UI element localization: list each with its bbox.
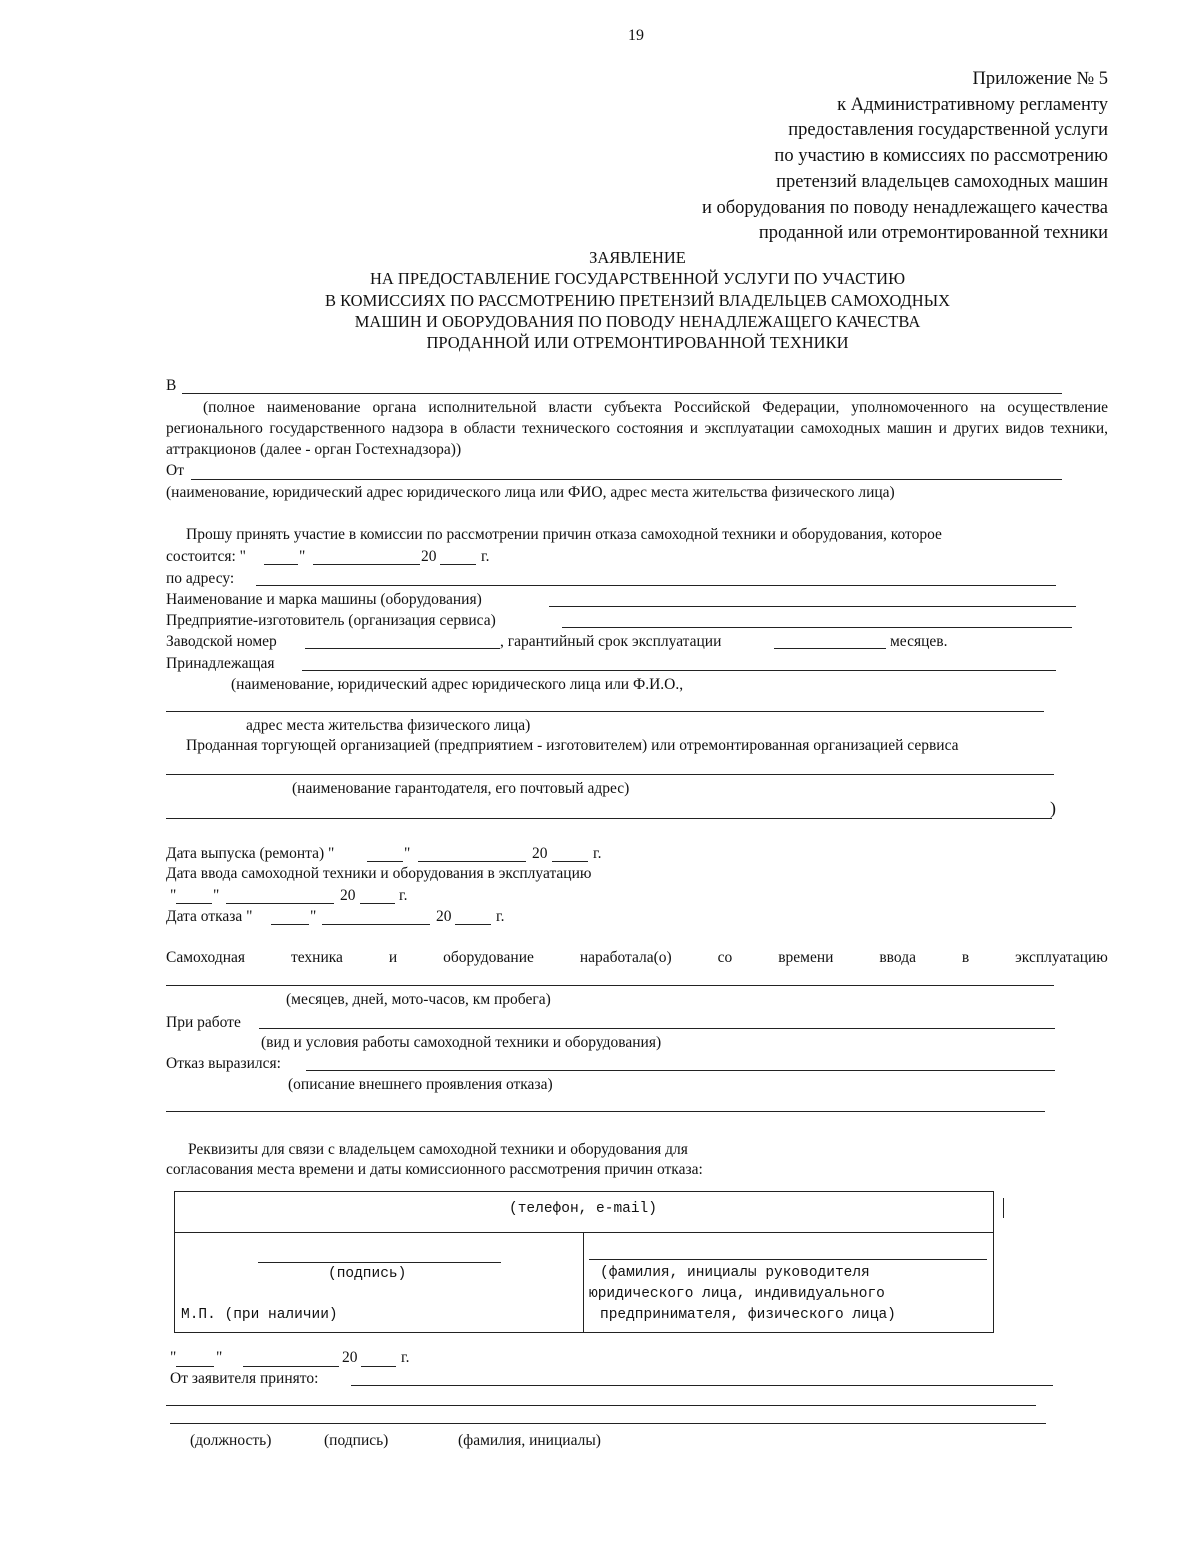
guarantor-hint: (наименование гарантодателя, его почтовый адрес) xyxy=(292,780,630,797)
release-day-field[interactable] xyxy=(367,861,403,862)
manufacturer-label: Предприятие-изготовитель (организация сервиса) xyxy=(166,612,496,629)
owner-hint-1: (наименование, юридический адрес юридического лица или Ф.И.О., xyxy=(231,676,684,693)
quote-close: " xyxy=(213,887,220,904)
commission-label: Дата ввода самоходной техники и оборудования в эксплуатацию xyxy=(166,865,592,882)
accept-day-field[interactable] xyxy=(176,1366,214,1367)
acceptance-signature-hint: (подпись) xyxy=(324,1432,389,1449)
appendix-line: Приложение № 5 xyxy=(972,69,1108,89)
date-prefix: состоится: " xyxy=(166,548,246,565)
title-line: НА ПРЕДОСТАВЛЕНИЕ ГОСУДАРСТВЕННОЙ УСЛУГИ ПО УЧАСТИЮ xyxy=(369,269,906,288)
release-label: Дата выпуска (ремонта) " xyxy=(166,845,335,862)
failure-desc-hint: (описание внешнего проявления отказа) xyxy=(288,1076,553,1093)
worked-word: Самоходная xyxy=(166,949,246,966)
year-suffix: г. xyxy=(593,845,602,862)
name-hint-line: предпринимателя, физического лица) xyxy=(600,1307,896,1323)
sold-text: Проданная торгующей организацией (предприятием - изготовителем) или отремонтированная организацией сервиса xyxy=(186,737,959,754)
worked-word: оборудование xyxy=(443,949,534,966)
year-suffix: г. xyxy=(496,908,505,925)
margin-mark xyxy=(1003,1198,1004,1218)
address-field[interactable] xyxy=(256,585,1056,586)
guarantor-field-2[interactable] xyxy=(166,818,1052,819)
owner-field-2[interactable] xyxy=(166,711,1044,712)
release-year-field[interactable] xyxy=(552,861,588,862)
contacts-line-2: согласования места времени и даты комиссионного рассмотрения причин отказа: xyxy=(166,1161,703,1178)
received-field-2[interactable] xyxy=(166,1405,1036,1406)
months-label: месяцев. xyxy=(890,633,948,650)
owner-field[interactable] xyxy=(302,670,1056,671)
to-field[interactable] xyxy=(182,393,1062,394)
from-label: От xyxy=(166,462,184,479)
accept-year-suffix: г. xyxy=(401,1349,410,1366)
signature-hint: (подпись) xyxy=(328,1266,407,1282)
warranty-label: , гарантийный срок эксплуатации xyxy=(500,633,722,650)
worked-word: и xyxy=(388,949,398,966)
accept-year-field[interactable] xyxy=(361,1366,396,1367)
failure-desc-field-2[interactable] xyxy=(166,1111,1045,1112)
page-number: 19 xyxy=(628,27,644,44)
serial-field[interactable] xyxy=(305,648,500,649)
year-suffix: г. xyxy=(399,887,408,904)
commission-day-field[interactable] xyxy=(176,903,212,904)
owner-label: Принадлежащая xyxy=(166,655,275,672)
release-month-field[interactable] xyxy=(418,861,526,862)
manufacturer-field[interactable] xyxy=(562,627,1072,628)
year-field[interactable] xyxy=(440,564,476,565)
commission-month-field[interactable] xyxy=(226,903,334,904)
operation-label: При работе xyxy=(166,1014,241,1031)
worked-word: эксплуатацию xyxy=(1015,949,1108,966)
title-line: МАШИН И ОБОРУДОВАНИЯ ПО ПОВОДУ НЕНАДЛЕЖАЩЕГО КАЧЕСТВА xyxy=(354,312,921,331)
received-field[interactable] xyxy=(351,1385,1053,1386)
from-field[interactable] xyxy=(191,479,1062,480)
failure-desc-label: Отказ выразился: xyxy=(166,1055,281,1072)
quote-close: " xyxy=(216,1349,223,1366)
failure-month-field[interactable] xyxy=(322,924,430,925)
worked-hint: (месяцев, дней, мото-часов, км пробега) xyxy=(286,991,551,1008)
warranty-field[interactable] xyxy=(774,648,886,649)
appendix-line: к Административному регламенту xyxy=(837,95,1108,115)
quote-open: " xyxy=(170,887,177,904)
machine-label: Наименование и марка машины (оборудования) xyxy=(166,591,482,608)
title-line: ЗАЯВЛЕНИЕ xyxy=(589,248,686,267)
title-line: В КОМИССИЯХ ПО РАССМОТРЕНИЮ ПРЕТЕНЗИЙ ВЛАДЕЛЬЦЕВ САМОХОДНЫХ xyxy=(324,291,951,310)
worked-field[interactable] xyxy=(166,985,1054,986)
quote-open: " xyxy=(170,1349,177,1366)
table-col-divider xyxy=(583,1233,584,1332)
worked-word: ввода xyxy=(879,949,916,966)
name-hint xyxy=(589,1263,896,1326)
year-prefix: 20 xyxy=(340,887,356,904)
operation-hint: (вид и условия работы самоходной техники и оборудования) xyxy=(261,1034,662,1051)
serial-label: Заводской номер xyxy=(166,633,277,650)
received-label: От заявителя принято: xyxy=(170,1370,319,1387)
request-text: Прошу принять участие в комиссии по рассмотрении причин отказа самоходной техники и оборудования, которое xyxy=(186,526,942,543)
acceptance-name-hint: (фамилия, инициалы) xyxy=(458,1432,601,1449)
quote-close: " xyxy=(404,845,411,862)
received-field-3[interactable] xyxy=(170,1423,1046,1424)
accept-month-field[interactable] xyxy=(243,1366,339,1367)
worked-word: наработала(о) xyxy=(579,949,672,966)
owner-hint-2: адрес места жительства физического лица) xyxy=(246,717,531,734)
signature-line[interactable] xyxy=(258,1262,501,1263)
year-prefix: 20 xyxy=(436,908,452,925)
guarantor-field[interactable] xyxy=(166,774,1054,775)
contacts-line-1: Реквизиты для связи с владельцем самоходной техники и оборудования для xyxy=(188,1141,688,1158)
close-paren: ) xyxy=(1050,798,1056,818)
contact-cell[interactable]: (телефон, e-mail) xyxy=(509,1201,657,1217)
worked-word: времени xyxy=(778,949,834,966)
failure-label: Дата отказа " xyxy=(166,908,253,925)
accept-year-prefix: 20 xyxy=(342,1349,358,1366)
failure-day-field[interactable] xyxy=(271,924,309,925)
appendix-line: проданной или отремонтированной техники xyxy=(758,223,1108,243)
appendix-line: претензий владельцев самоходных машин xyxy=(776,172,1108,192)
failure-year-field[interactable] xyxy=(455,924,491,925)
machine-field[interactable] xyxy=(549,606,1076,607)
to-hint: (полное наименование органа исполнительной власти субъекта Российской Федерации, уполномоченного на осуществление регионального государственного надзора в области технического состояния и эксплуатации самоходных машин и других видов техники, аттракционов (далее - орган Гостехнадзора)) xyxy=(166,399,1108,458)
year-prefix: 20 xyxy=(532,845,548,862)
quote-close: " xyxy=(310,908,317,925)
position-hint: (должность) xyxy=(190,1432,272,1449)
failure-desc-field[interactable] xyxy=(306,1070,1055,1071)
appendix-line: и оборудования по поводу ненадлежащего качества xyxy=(701,198,1108,218)
name-hint-line: (фамилия, инициалы руководителя xyxy=(600,1265,870,1281)
appendix-line: по участию в комиссиях по рассмотрению xyxy=(774,146,1108,166)
quote-close: " xyxy=(299,548,306,565)
worked-word: техника xyxy=(290,949,343,966)
from-hint: (наименование, юридический адрес юридического лица или ФИО, адрес места жительства физического лица) xyxy=(166,484,895,501)
month-field[interactable] xyxy=(313,564,420,565)
worked-word: со xyxy=(717,949,733,966)
year-suffix: г. xyxy=(481,548,490,565)
address-label: по адресу: xyxy=(166,570,235,587)
year-prefix: 20 xyxy=(421,548,437,565)
appendix-line: предоставления государственной услуги xyxy=(788,120,1108,140)
title-line: ПРОДАННОЙ ИЛИ ОТРЕМОНТИРОВАННОЙ ТЕХНИКИ xyxy=(426,333,849,352)
commission-year-field[interactable] xyxy=(360,903,395,904)
stamp-hint: М.П. (при наличии) xyxy=(181,1307,338,1323)
name-hint-line: юридического лица, индивидуального xyxy=(589,1286,885,1302)
operation-field[interactable] xyxy=(259,1028,1055,1029)
name-line[interactable] xyxy=(589,1259,987,1260)
day-field[interactable] xyxy=(264,564,298,565)
worked-word: в xyxy=(961,949,970,966)
worked-sentence xyxy=(166,948,1108,968)
to-label: В xyxy=(166,377,177,394)
